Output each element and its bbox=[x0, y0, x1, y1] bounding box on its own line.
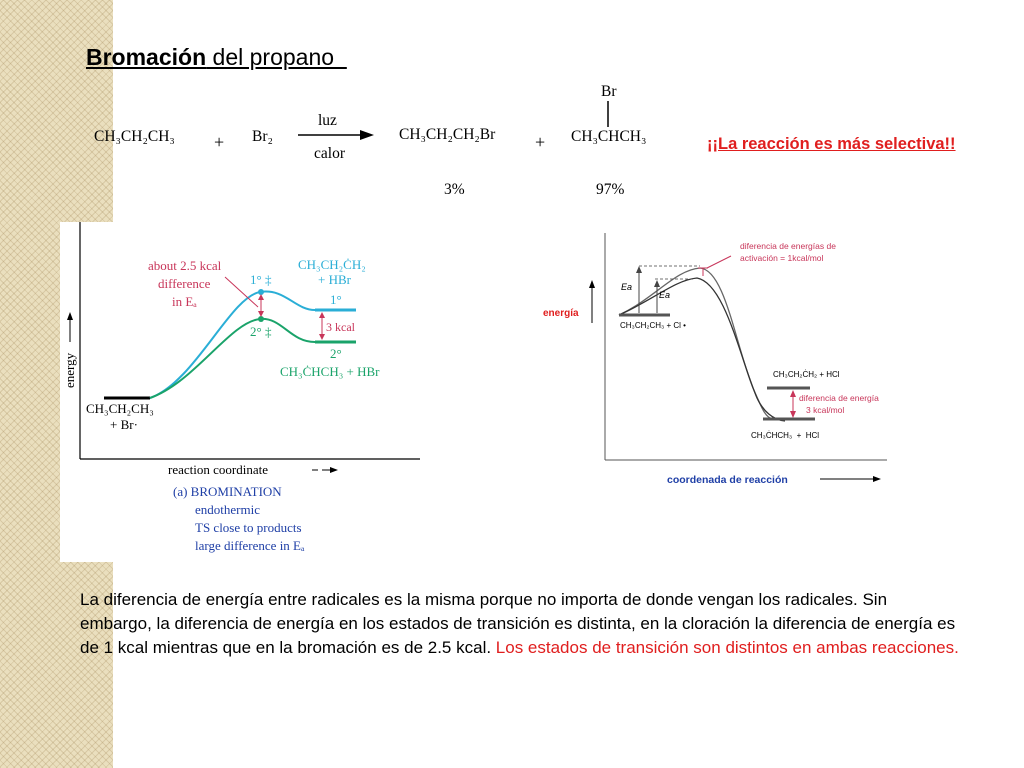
product-1-bromopropane: CH₃CH₂CH₂Br bbox=[399, 126, 496, 143]
ea-difference-note-3: in Eₐ bbox=[172, 294, 197, 309]
three-kcal-label: 3 kcal bbox=[326, 320, 355, 334]
x-axis-label: reaction coordinate bbox=[168, 462, 268, 477]
reaction-arrow bbox=[296, 128, 376, 142]
ea-difference-note-2: difference bbox=[158, 276, 211, 291]
reactant-bromine: Br₂ bbox=[252, 128, 273, 145]
caption-4: large difference in Eₐ bbox=[195, 538, 305, 553]
secondary-radical-label: CH₃ĊHCH₃ + HBr bbox=[280, 364, 380, 379]
secondary-label: 2° bbox=[330, 346, 342, 361]
caption-1: (a) BROMINATION bbox=[173, 484, 282, 499]
ea-difference-note-1: about 2.5 kcal bbox=[148, 258, 222, 273]
ts1-label: 1° ‡ bbox=[250, 272, 272, 287]
ea-label-2: Ea bbox=[659, 290, 671, 300]
arrow-label-heat: calor bbox=[314, 145, 345, 162]
reactant-propane: CH₃CH₂CH₃ bbox=[94, 128, 175, 145]
bromination-energy-diagram bbox=[60, 222, 425, 562]
chlorination-energy-diagram bbox=[535, 228, 905, 493]
y-axis-label: energy bbox=[62, 352, 77, 388]
chlorination-curve-1 bbox=[619, 268, 773, 419]
ea-label-1: Ea bbox=[621, 282, 633, 292]
y-axis-label: energía bbox=[543, 308, 579, 319]
explanation-highlight: Los estados de transición son distintos en ambas reacciones. bbox=[495, 638, 959, 657]
plus-sign-2: + bbox=[535, 132, 546, 152]
plus-sign-1: + bbox=[214, 132, 225, 152]
caption-3: TS close to products bbox=[195, 520, 302, 535]
title-bold: Bromación bbox=[86, 44, 207, 70]
caption-2: endothermic bbox=[195, 502, 260, 517]
x-axis-label: coordenada de reacción bbox=[667, 474, 788, 486]
arrow-label-light: luz bbox=[318, 112, 337, 129]
title-rest: del propano bbox=[206, 44, 347, 70]
energy-diff-note-2: 3 kcal/mol bbox=[806, 405, 845, 415]
reactant-label-2: + Br· bbox=[110, 417, 138, 432]
primary-hbr-label: + HBr bbox=[318, 272, 351, 287]
explanation-text: La diferencia de energía entre radicales es la misma porque no importa de donde vengan los radicales. Sin embargo, la diferencia de energía en los estados de transición es distinta, en la cloración la diferencia de energía es de 1 kcal mientras que en la bromación es de 2.5 kcal. bbox=[80, 590, 956, 657]
yield-product-2: 97% bbox=[596, 181, 625, 198]
reactant-label: CH₃CH₂CH₃ + Cl • bbox=[620, 321, 686, 330]
selectivity-note: ¡¡La reacción es más selectiva!! bbox=[707, 135, 956, 153]
product-2-bromopropane: CH₃CHCH₃ bbox=[571, 128, 647, 145]
secondary-radical-label: CH₃ĊHCH₃ + HCl bbox=[751, 431, 820, 440]
yield-product-1: 3% bbox=[444, 181, 465, 198]
primary-radical-label: CH₃CH₂ĊH₂ bbox=[298, 257, 366, 272]
bond-line bbox=[606, 101, 610, 127]
energy-diff-note-1: diferencia de energía bbox=[799, 393, 879, 403]
slide-title bbox=[86, 44, 347, 71]
primary-radical-label: CH₃CH₂ĊH₂ + HCl bbox=[773, 370, 840, 379]
activation-diff-note-1: diferencia de energías de bbox=[740, 241, 836, 251]
primary-label: 1° bbox=[330, 292, 342, 307]
activation-diff-note-2: activación = 1kcal/mol bbox=[740, 253, 824, 263]
ts2-label: 2° ‡ bbox=[250, 324, 272, 339]
product-2-substituent: Br bbox=[601, 83, 617, 100]
reactant-label-1: CH₃CH₂CH₃ bbox=[86, 401, 154, 416]
explanation-paragraph bbox=[80, 588, 960, 660]
